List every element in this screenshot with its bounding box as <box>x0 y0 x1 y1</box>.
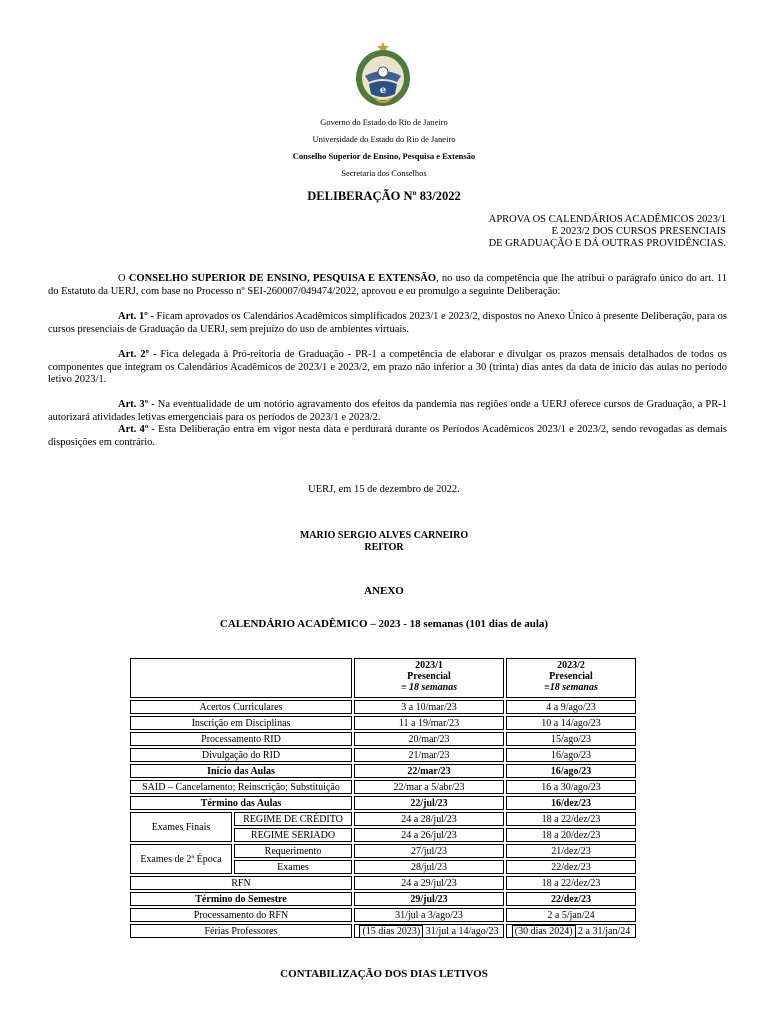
boxed-note: (15 dias 2023) <box>359 925 423 938</box>
cell-2023-1: 29/jul/23 <box>354 892 504 906</box>
boxed-note: (30 dias 2024) <box>512 925 576 938</box>
header-university: Universidade do Estado do Rio de Janeiro <box>312 134 456 144</box>
cell-2023-2: 22/dez/23 <box>506 860 636 874</box>
cell-2023-1: 24 a 26/jul/23 <box>354 828 504 842</box>
cell-2023-2: 18 a 22/dez/23 <box>506 812 636 826</box>
row-label: Divulgação do RID <box>130 748 352 762</box>
sub-label: REGIME DE CRÉDITO <box>234 812 352 826</box>
table-row <box>130 812 636 826</box>
row-label: Processamento do RFN <box>130 908 352 922</box>
row-label: SAID – Cancelamento; Reinscrição; Substituição <box>130 780 352 794</box>
cell-value: 31/jul a 14/ago/23 <box>423 925 499 937</box>
article-label: Art. 1º <box>118 311 148 322</box>
ementa-line: APROVA OS CALENDÁRIOS ACADÊMICOS 2023/1 <box>488 214 726 225</box>
row-label: Férias Professores <box>130 924 352 938</box>
table-row <box>130 748 636 762</box>
cell-2023-2: 16/ago/23 <box>506 764 636 778</box>
row-label: RFN <box>130 876 352 890</box>
column-mode: Presencial <box>407 671 451 682</box>
cell-2023-2: 4 a 9/ago/23 <box>506 700 636 714</box>
header-secretariat: Secretaria dos Conselhos <box>341 168 427 178</box>
table-row <box>130 924 636 938</box>
cell-2023-2 <box>506 924 636 938</box>
weeks-prefix: ≡ <box>544 682 550 693</box>
preamble-prefix: O <box>118 273 126 284</box>
coat-of-arms-logo <box>353 40 413 110</box>
article-label: Art. 2º <box>118 349 150 360</box>
cell-2023-2: 15/ago/23 <box>506 732 636 746</box>
council-name: CONSELHO SUPERIOR DE ENSINO, PESQUISA E EXTENSÃO <box>128 273 437 284</box>
deliberation-title: DELIBERAÇÃO Nº 83/2022 <box>307 189 461 203</box>
article-label: Art. 3º <box>118 399 149 410</box>
preamble-text: , no uso da competência que lhe atribui o parágrafo único do art. 11 do Estatuto da UERJ, com base no Processo nº SEI-260007/049474/2022, aprovou e eu promulgo a seguinte Deliberação: <box>48 273 727 297</box>
cell-2023-1: 31/jul a 3/ago/23 <box>354 908 504 922</box>
column-weeks <box>509 682 633 693</box>
cell-2023-2: 16/ago/23 <box>506 748 636 762</box>
cell-2023-2: 18 a 22/dez/23 <box>506 876 636 890</box>
days-count-heading: CONTABILIZAÇÃO DOS DIAS LETIVOS <box>280 968 488 980</box>
academic-calendar-table <box>128 656 638 940</box>
article-2 <box>48 349 727 387</box>
article-4 <box>48 424 727 449</box>
cell-2023-1: 27/jul/23 <box>354 844 504 858</box>
column-weeks <box>357 682 501 693</box>
table-corner-cell <box>130 658 352 698</box>
cell-2023-2: 10 a 14/ago/23 <box>506 716 636 730</box>
cell-2023-2: 21/dez/23 <box>506 844 636 858</box>
weeks-prefix: ≡ <box>400 682 410 693</box>
cell-value: 2 a 31/jan/24 <box>575 925 631 937</box>
cell-2023-2: 22/dez/23 <box>506 892 636 906</box>
cell-2023-2: 18 a 20/dez/23 <box>506 828 636 842</box>
cell-2023-2: 16/dez/23 <box>506 796 636 810</box>
signatory-role: REITOR <box>364 542 404 553</box>
cell-2023-1: 28/jul/23 <box>354 860 504 874</box>
table-row <box>130 844 636 858</box>
column-header-2023-1 <box>354 658 504 698</box>
table-row <box>130 716 636 730</box>
table-row <box>130 876 636 890</box>
cell-2023-1: 22/jul/23 <box>354 796 504 810</box>
cell-2023-1: 3 a 10/mar/23 <box>354 700 504 714</box>
svg-text:e: e <box>379 85 387 96</box>
article-text: - Fica delegada à Pró-reitoria de Graduação - PR-1 a competência de elaborar e divulgar os prazos mensais detalhados de todos os componentes que integram os Calendários Acadêmicos de 2023/1 e 2023/2, em prazo não inferior a 30 (trinta) dias antes da data de início das aulas no período letivo 2023/1. <box>48 349 727 385</box>
header-government: Governo do Estado do Rio de Janeiro <box>320 117 448 127</box>
row-label: Acertos Curriculares <box>130 700 352 714</box>
table-row <box>130 764 636 778</box>
ementa <box>426 214 726 250</box>
cell-2023-1: 24 a 29/jul/23 <box>354 876 504 890</box>
ementa-line: E 2023/2 DOS CURSOS PRESENCIAIS <box>551 226 726 237</box>
cell-2023-1: 22/mar a 5/abr/23 <box>354 780 504 794</box>
article-text: - Ficam aprovados os Calendários Acadêmicos simplificados 2023/1 e 2023/2, dispostos no Anexo Único à presente Deliberação, para os cursos presenciais de Graduação da UERJ, sem prejuízo do uso de ambientes virtuais. <box>48 311 727 335</box>
group-label: Exames Finais <box>130 812 232 842</box>
preamble-paragraph <box>48 273 727 298</box>
column-mode: Presencial <box>549 671 593 682</box>
column-year: 2023/1 <box>415 660 443 671</box>
table-row <box>130 700 636 714</box>
annex-label: ANEXO <box>364 585 404 597</box>
ementa-line: DE GRADUAÇÃO E DÁ OUTRAS PROVIDÊNCIAS. <box>488 238 726 249</box>
table-row <box>130 780 636 794</box>
article-label: Art. 4º <box>118 424 149 435</box>
cell-2023-1: 22/mar/23 <box>354 764 504 778</box>
article-3 <box>48 399 727 424</box>
table-row <box>130 908 636 922</box>
calendar-title: CALENDÁRIO ACADÊMICO – 2023 - 18 semanas (101 dias de aula) <box>219 618 549 630</box>
sub-label: REGIME SERIADO <box>234 828 352 842</box>
article-text: - Esta Deliberação entra em vigor nesta data e perdurará durante os Períodos Acadêmicos 2023/1 e 2023/2, sendo revogadas as demais disposições em contrário. <box>48 424 727 448</box>
table-row <box>130 892 636 906</box>
cell-2023-1: 20/mar/23 <box>354 732 504 746</box>
table-row <box>130 796 636 810</box>
column-header-2023-2 <box>506 658 636 698</box>
table-row <box>130 732 636 746</box>
row-label: Término do Semestre <box>130 892 352 906</box>
header-council: Conselho Superior de Ensino, Pesquisa e Extensão <box>292 151 476 161</box>
cell-2023-1: 24 a 28/jul/23 <box>354 812 504 826</box>
column-year: 2023/2 <box>557 660 585 671</box>
cell-2023-2: 2 a 5/jan/24 <box>506 908 636 922</box>
sub-label: Requerimento <box>234 844 352 858</box>
weeks-value: 18 semanas <box>549 682 598 693</box>
signatory-name: MARIO SERGIO ALVES CARNEIRO <box>299 530 469 541</box>
cell-2023-2: 16 a 30/ago/23 <box>506 780 636 794</box>
row-label: Término das Aulas <box>130 796 352 810</box>
article-1 <box>48 311 727 336</box>
cell-2023-1 <box>354 924 504 938</box>
row-label: Processamento RID <box>130 732 352 746</box>
group-label: Exames de 2ª Época <box>130 844 232 874</box>
sub-label: Exames <box>234 860 352 874</box>
row-label: Inscrição em Disciplinas <box>130 716 352 730</box>
date-line: UERJ, em 15 de dezembro de 2022. <box>308 484 460 495</box>
article-text: - Na eventualidade de um notório agravamento dos efeitos da pandemia nas regiões onde a UERJ oferece cursos de Graduação, a PR-1 autorizará atividades letivas emergenciais para os períodos de 2023/1 e 2023/2. <box>48 399 727 423</box>
cell-2023-1: 21/mar/23 <box>354 748 504 762</box>
row-label: Início das Aulas <box>130 764 352 778</box>
table-header-row <box>130 658 636 698</box>
cell-2023-1: 11 a 19/mar/23 <box>354 716 504 730</box>
weeks-value: 18 semanas <box>409 682 458 693</box>
